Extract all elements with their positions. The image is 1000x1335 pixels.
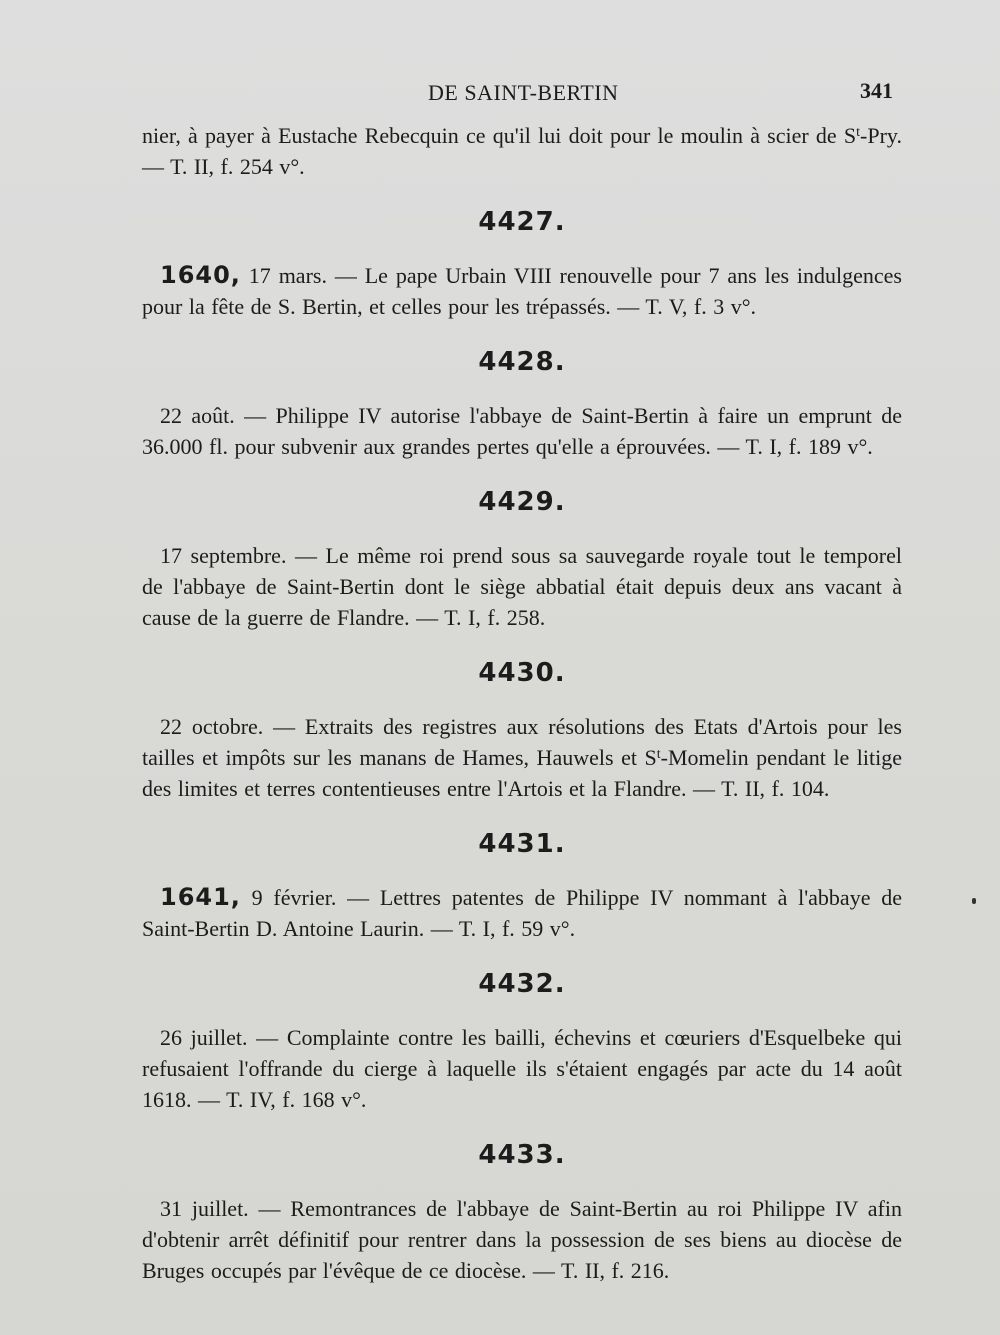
continuation-superscript: t xyxy=(856,125,861,140)
running-title: DE SAINT-BERTIN xyxy=(428,80,619,105)
entry-number-4433: 4433. xyxy=(478,1140,566,1170)
entry-body-4430-a: 22 octobre. — Extraits des registres aux résolutions des Etats d'Artois pour les tailles et impôts sur les manans de Hames, Hauwels et S xyxy=(142,714,902,770)
entry-text-4430 xyxy=(142,711,902,804)
paper-speck xyxy=(972,898,976,904)
entry-text-4427 xyxy=(142,260,902,322)
entry-number-4427: 4427. xyxy=(478,207,566,237)
entry-number-4431: 4431. xyxy=(478,829,566,859)
page-number: 341 xyxy=(860,78,893,103)
entry-text-4429: 17 septembre. — Le même roi prend sous sa sauvegarde royale tout le temporel de l'abbaye de Saint-Bertin dont le siège abbatial était depuis deux ans vacant à cause de la guerre de Flandre. — T. I, f. 258. xyxy=(142,543,902,630)
continuation-text-a: nier, à payer à Eustache Rebecquin ce qu'il lui doit pour le moulin à scier de S xyxy=(142,123,857,148)
entry-number-4428: 4428. xyxy=(478,347,566,377)
page-body xyxy=(142,120,902,1286)
entry-text-4428: 22 août. — Philippe IV autorise l'abbaye de Saint-Bertin à faire un emprunt de 36.000 fl. pour subvenir aux grandes pertes qu'elle a éprouvées. — T. I, f. 189 v°. xyxy=(142,403,902,459)
continuation-paragraph xyxy=(142,120,902,182)
continuation-text-b: -Pry. — T. II, f. 254 v°. xyxy=(142,123,902,179)
entry-year-1640: 1640, xyxy=(160,261,241,289)
entry-body-4427: 17 mars. — Le pape Urbain VIII renouvelle pour 7 ans les indulgences pour la fête de S. Bertin, et celles pour les trépassés. — T. V, f. 3 v°. xyxy=(142,263,902,319)
entry-number-4432: 4432. xyxy=(478,969,566,999)
entry-number-4429: 4429. xyxy=(478,487,566,517)
entry-text-4432: 26 juillet. — Complainte contre les bailli, échevins et cœuriers d'Esquelbeke qui refusaient l'offrande du cierge à laquelle ils s'étaient engagés par acte du 14 août 1618. — T. IV, f. 168 v°. xyxy=(142,1025,902,1112)
running-header xyxy=(0,78,1000,108)
entry-text-4431 xyxy=(142,882,902,944)
entry-text-4433: 31 juillet. — Remontrances de l'abbaye de Saint-Bertin au roi Philippe IV afin d'obtenir arrêt définitif pour rentrer dans la possession de ses biens au diocèse de Bruges occupés par l'évêque de ce diocèse. — T. II, f. 216. xyxy=(142,1196,902,1283)
entry-superscript-4430: t xyxy=(656,747,661,762)
entry-body-4430-b: -Momelin pendant le litige des limites et terres contentieuses entre l'Artois et la Flandre. — T. II, f. 104. xyxy=(142,745,902,801)
entry-body-4431: 9 février. — Lettres patentes de Philippe IV nommant à l'abbaye de Saint-Bertin D. Antoine Laurin. — T. I, f. 59 v°. xyxy=(142,885,902,941)
entry-number-4430: 4430. xyxy=(478,658,566,688)
entry-year-1641: 1641, xyxy=(160,883,241,911)
